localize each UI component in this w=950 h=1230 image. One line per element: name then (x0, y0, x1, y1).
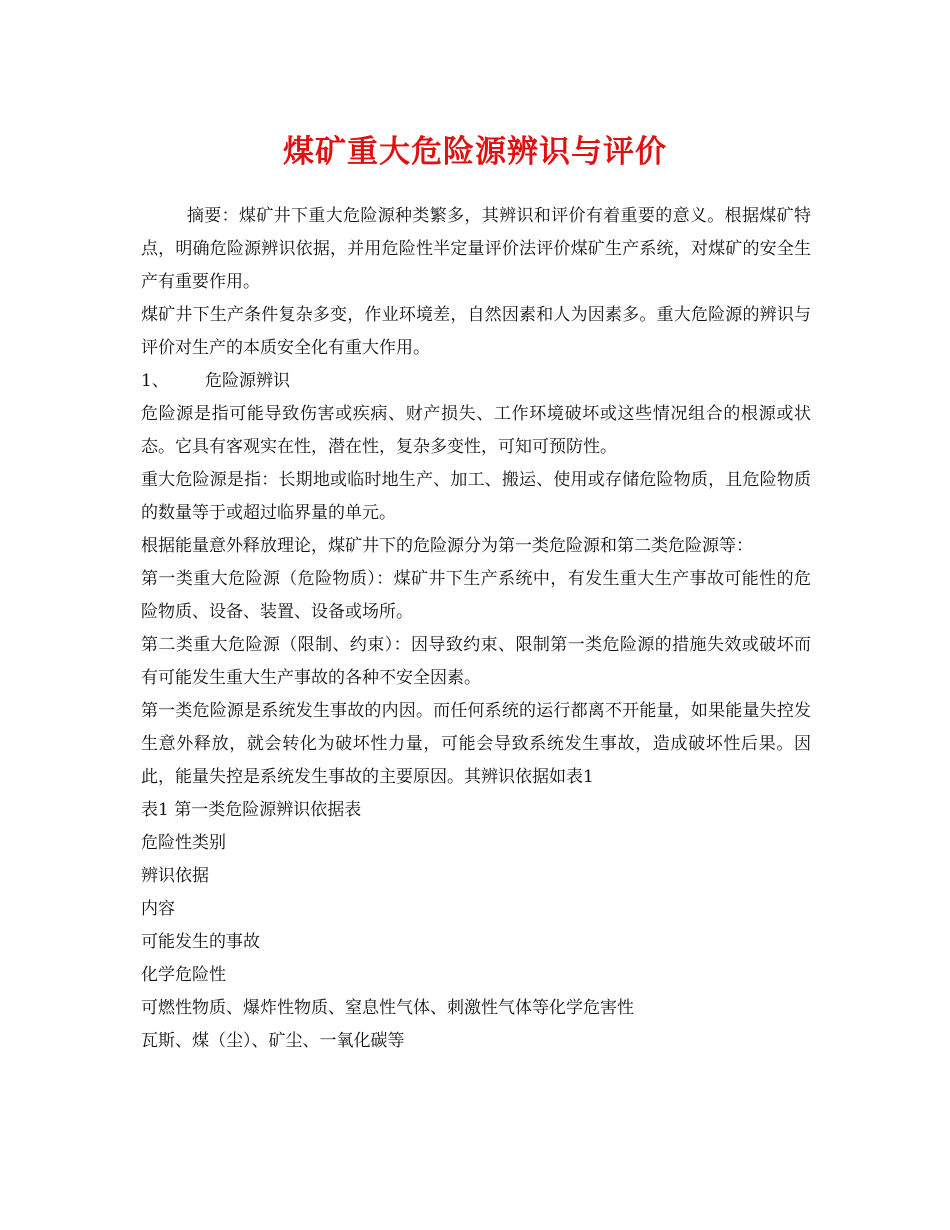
table-line: 瓦斯、煤（尘）、矿尘、一氧化碳等 (141, 1031, 405, 1051)
body-paragraph: 根据能量意外释放理论，煤矿井下的危险源分为第一类危险源和第二类危险源等： (141, 536, 753, 556)
document-title: 煤矿重大危险源辨识与评价 (283, 134, 667, 170)
table-line: 可能发生的事故 (141, 932, 260, 952)
document-body (141, 200, 811, 1058)
section-number: 1、 (141, 371, 169, 391)
body-paragraph: 重大危险源是指：长期地或临时地生产、加工、搬运、使用或存储危险物质，且危险物质的数量等于或超过临界量的单元。 (141, 470, 811, 523)
abstract-paragraph: 摘要：煤矿井下重大危险源种类繁多，其辨识和评价有着重要的意义。根据煤矿特点，明确危险源辨识依据，并用危险性半定量评价法评价煤矿生产系统，对煤矿的安全生产有重要作用。 (141, 206, 811, 292)
section-title: 危险源辨识 (205, 371, 290, 391)
table-caption: 表1 第一类危险源辨识依据表 (141, 800, 362, 820)
table-line: 危险性类别 (141, 833, 226, 853)
table-line: 可燃性物质、爆炸性物质、窒息性气体、刺激性气体等化学危害性 (141, 998, 634, 1018)
body-paragraph: 第一类危险源是系统发生事故的内因。而任何系统的运行都离不开能量，如果能量失控发生意外释放，就会转化为破坏性力量，可能会导致系统发生事故，造成破坏性后果。因此，能量失控是系统发生事故的主要原因。其辨识依据如表1 (141, 701, 811, 787)
table-line: 化学危险性 (141, 965, 226, 985)
body-paragraph: 第一类重大危险源（危险物质）：煤矿井下生产系统中，有发生重大生产事故可能性的危险物质、设备、装置、设备或场所。 (141, 569, 811, 622)
section-heading (141, 365, 811, 398)
body-paragraph: 第二类重大危险源（限制、约束）：因导致约束、限制第一类危险源的措施失效或破坏而有可能发生重大生产事故的各种不安全因素。 (141, 635, 811, 688)
table-line: 内容 (141, 899, 175, 919)
table-line: 辨识依据 (141, 866, 209, 886)
intro-paragraph: 煤矿井下生产条件复杂多变，作业环境差，自然因素和人为因素多。重大危险源的辨识与评价对生产的本质安全化有重大作用。 (141, 305, 811, 358)
body-paragraph: 危险源是指可能导致伤害或疾病、财产损失、工作环境破坏或这些情况组合的根源或状态。它具有客观实在性，潜在性，复杂多变性，可知可预防性。 (141, 404, 811, 457)
